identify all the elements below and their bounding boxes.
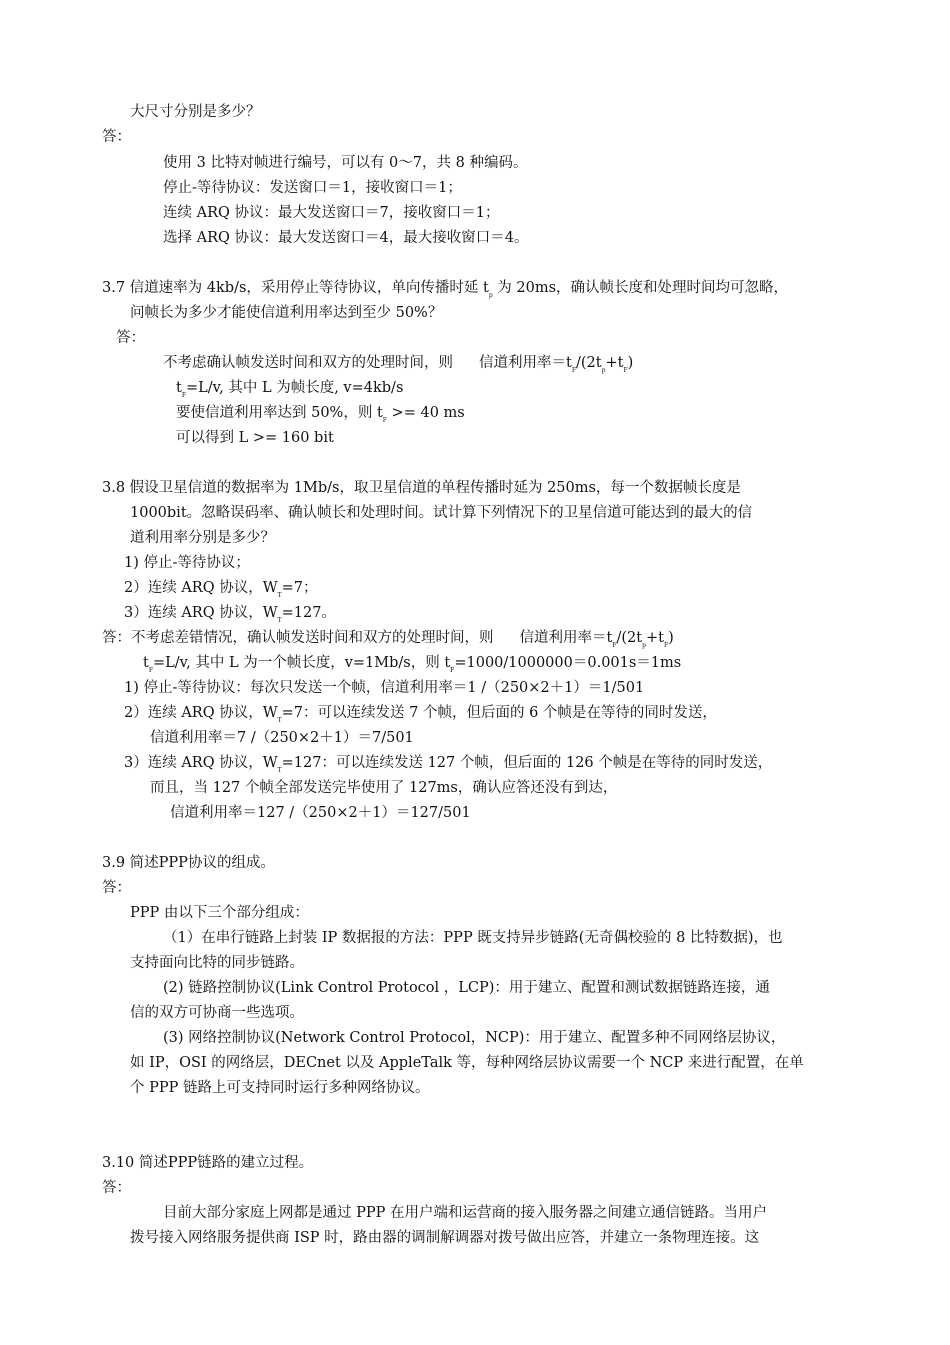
question-3-7-line1: 3.7 信道速率为 4kb/s，采用停止等待协议，单向传播时延 $t_p$ 为 20ms，确认帧长度和处理时间均可忽略，	[102, 280, 789, 299]
answer-label: 答：	[102, 880, 131, 896]
answer-3-8-result: 1) 停止-等待协议：每次只发送一个帧，信道利用率＝1 /（250×2＋1）＝1/501	[124, 680, 645, 696]
question-3-8-line1: 3.8 假设卫星信道的数据率为 1Mb/s，取卫星信道的单程传播时延为 250ms，每一个数据帧长度是	[102, 480, 741, 496]
question-item: 3）连续 ARQ 协议，$W_T=127$。	[124, 605, 336, 624]
answer-3-7-line1: 不考虑确认帧发送时间和双方的处理时间，则 信道利用率$=t_F/(2t_p+t_F)$	[163, 355, 634, 374]
question-3-10: 3.10 简述PPP链路的建立过程。	[102, 1155, 314, 1171]
answer-3-9-para: (2) 链路控制协议(Link Control Protocol ，LCP)：用于建立、配置和测试数据链路连接，通	[163, 980, 770, 996]
question-3-8-line2: 1000bit。忽略误码率、确认帧长和处理时间。试计算下列情况下的卫星信道可能达到的最大的信	[130, 505, 753, 521]
answer-line: 使用 3 比特对帧进行编号，可以有 0～7，共 8 种编码。	[163, 155, 528, 171]
answer-line: 连续 ARQ 协议：最大发送窗口＝7，接收窗口＝1；	[163, 205, 500, 221]
question-item: 1) 停止-等待协议；	[124, 555, 250, 571]
answer-line: 停止-等待协议：发送窗口＝1，接收窗口＝1；	[163, 180, 462, 196]
question-3-8-line3: 道利用率分别是多少？	[130, 530, 275, 546]
answer-3-9-intro: PPP 由以下三个部分组成：	[130, 905, 309, 921]
answer-3-8-result: 3）连续 ARQ 协议，$W_T=127$：可以连续发送 127 个帧，但后面的 126 个帧是在等待的同时发送，	[124, 755, 773, 774]
answer-label: 答：	[116, 330, 145, 346]
answer-3-8-result: 信道利用率＝127 /（250×2＋1）＝127/501	[170, 805, 471, 821]
answer-3-9-para: (3) 网络控制协议(Network Control Protocol，NCP)：用于建立、配置多种不同网络层协议，	[163, 1030, 786, 1046]
answer-3-9-para: （1）在串行链路上封装 IP 数据报的方法：PPP 既支持异步链路(无奇偶校验的 8 比特数据)，也	[163, 930, 783, 946]
question-3-7-line2: 问帧长为多少才能使信道利用率达到至少 50%？	[130, 305, 443, 321]
answer-3-7-line4: 可以得到 L >= 160 bit	[176, 430, 334, 446]
answer-3-9-para: 信的双方可协商一些选项。	[130, 1005, 304, 1021]
question-tail: 大尺寸分别是多少？	[130, 104, 261, 120]
question-3-9: 3.9 简述PPP协议的组成。	[102, 855, 275, 871]
answer-3-9-para: 如 IP，OSI 的网络层，DECnet 以及 AppleTalk 等，每种网络层协议需要一个 NCP 来进行配置，在单	[130, 1055, 804, 1071]
answer-3-8-result: 2）连续 ARQ 协议，$W_T=7$：可以连续发送 7 个帧，但后面的 6 个帧是在等待的同时发送，	[124, 705, 717, 724]
answer-3-7-line3: 要使信道利用率达到 50%，则 $t_F >= 40$ ms	[176, 405, 465, 424]
answer-3-9-para: 支持面向比特的同步链路。	[130, 955, 304, 971]
answer-3-7-line2: $t_F=L/v$, 其中 L 为帧长度, v=4kb/s	[176, 380, 404, 399]
answer-3-8-result: 而且，当 127 个帧全部发送完毕使用了 127ms，确认应答还没有到达，	[150, 780, 618, 796]
answer-label: 答：	[102, 1180, 131, 1196]
answer-3-8-intro: 答：不考虑差错情况，确认帧发送时间和双方的处理时间，则 信道利用率$=t_F/(2t_p+t_F)$	[102, 630, 674, 649]
answer-label: 答：	[102, 129, 131, 145]
answer-line: 选择 ARQ 协议：最大发送窗口＝4，最大接收窗口＝4。	[163, 230, 529, 246]
answer-3-9-para: 个 PPP 链路上可支持同时运行多种网络协议。	[130, 1080, 430, 1096]
answer-3-8-result: 信道利用率＝7 /（250×2＋1）＝7/501	[150, 730, 414, 746]
question-item: 2）连续 ARQ 协议，$W_T=7$；	[124, 580, 318, 599]
answer-3-8-tf: $t_F=L/v$, 其中 L 为一个帧长度，v=1Mb/s，则 $t_F=1000/1000000=0.001s=1ms$	[143, 655, 682, 674]
answer-3-10-para: 目前大部分家庭上网都是通过 PPP 在用户端和运营商的接入服务器之间建立通信链路。当用户	[163, 1205, 767, 1221]
answer-3-10-para: 拨号接入网络服务提供商 ISP 时，路由器的调制解调器对拨号做出应答，并建立一条物理连接。这	[130, 1230, 760, 1246]
